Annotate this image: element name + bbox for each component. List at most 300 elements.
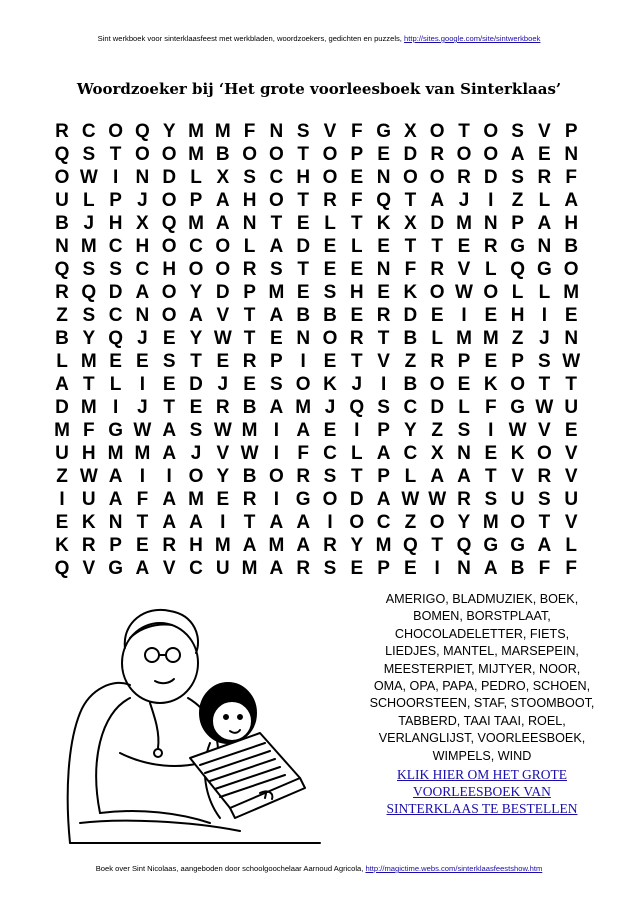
grid-letter: H bbox=[296, 167, 311, 188]
grid-letter: O bbox=[456, 144, 472, 165]
grid-letter: Q bbox=[456, 535, 472, 556]
grid-letter: N bbox=[376, 259, 391, 280]
grid-letter: D bbox=[349, 489, 364, 510]
grid-letter: R bbox=[457, 489, 471, 510]
grid-letter: T bbox=[243, 328, 256, 349]
grid-letter: A bbox=[537, 213, 552, 234]
grid-letter: I bbox=[112, 167, 119, 188]
grid-letter: T bbox=[404, 190, 417, 211]
grid-letter: J bbox=[83, 213, 95, 234]
grid-letter: U bbox=[55, 443, 69, 464]
grid-letter: S bbox=[162, 351, 176, 372]
grid-letter: R bbox=[483, 236, 498, 257]
grid-letter: O bbox=[215, 259, 231, 280]
grid-letter: T bbox=[82, 374, 95, 395]
grid-letter: A bbox=[215, 213, 230, 234]
grid-letter: L bbox=[484, 259, 497, 280]
grid-letter: T bbox=[565, 374, 577, 395]
grid-letter: T bbox=[377, 328, 390, 349]
word-search-grid bbox=[50, 120, 586, 580]
grid-letter: R bbox=[430, 351, 445, 372]
grid-letter: H bbox=[108, 213, 123, 234]
grid-letter: S bbox=[270, 259, 283, 280]
grid-letter: O bbox=[429, 374, 445, 395]
grid-letter: M bbox=[268, 535, 285, 556]
grid-letter: D bbox=[430, 397, 445, 418]
grid-letter: M bbox=[80, 397, 97, 418]
grid-letter: O bbox=[161, 144, 177, 165]
grid-letter: C bbox=[403, 397, 418, 418]
grid-letter: H bbox=[81, 443, 96, 464]
grid-letter: E bbox=[564, 420, 578, 441]
grid-letter: Q bbox=[376, 190, 391, 211]
grid-letter: T bbox=[297, 190, 309, 211]
grid-letter: S bbox=[296, 121, 310, 142]
grid-letter: F bbox=[136, 489, 149, 510]
grid-letter: P bbox=[189, 190, 203, 211]
grid-letter: E bbox=[323, 259, 337, 280]
grid-letter: L bbox=[56, 351, 68, 372]
grid-letter: C bbox=[108, 305, 123, 326]
grid-letter: E bbox=[162, 328, 176, 349]
grid-letter: W bbox=[79, 466, 98, 487]
grid-letter: R bbox=[55, 282, 69, 303]
grid-letter: M bbox=[80, 351, 97, 372]
grid-letter: J bbox=[137, 328, 148, 349]
footer-text: Boek over Sint Nicolaas, aangeboden door schoolgoochelaar Aarnoud Agricola, bbox=[95, 864, 366, 873]
order-book-link[interactable]: KLIK HIER OM HET GROTE VOORLEESBOEK VAN SINTERKLAAS TE BESTELLEN bbox=[386, 767, 578, 816]
grid-letter: P bbox=[564, 121, 578, 142]
grid-letter: L bbox=[511, 282, 524, 303]
grid-letter: I bbox=[488, 190, 494, 211]
grid-letter: G bbox=[510, 236, 525, 257]
grid-letter: G bbox=[537, 259, 552, 280]
grid-letter: C bbox=[108, 236, 123, 257]
grid-letter: R bbox=[215, 397, 230, 418]
grid-letter: E bbox=[404, 558, 417, 579]
grid-letter: I bbox=[166, 466, 172, 487]
grid-letter: K bbox=[81, 512, 96, 533]
grid-letter: A bbox=[189, 512, 203, 533]
grid-letter: T bbox=[163, 397, 175, 418]
grid-letter: C bbox=[189, 558, 203, 579]
grid-letter: M bbox=[241, 420, 258, 441]
grid-letter: R bbox=[242, 351, 257, 372]
grid-letter: P bbox=[109, 535, 122, 556]
grid-letter: T bbox=[350, 466, 363, 487]
grid-letter: O bbox=[537, 443, 552, 464]
grid-letter: Q bbox=[403, 535, 418, 556]
grid-letter: Y bbox=[457, 512, 471, 533]
grid-letter: O bbox=[429, 121, 445, 142]
grid-letter: W bbox=[428, 489, 447, 510]
grid-letter: L bbox=[431, 328, 443, 349]
grid-letter: O bbox=[269, 190, 284, 211]
grid-letter: O bbox=[161, 282, 177, 303]
grid-letter: E bbox=[430, 305, 444, 326]
grid-letter: T bbox=[297, 259, 309, 280]
grid-letter: B bbox=[564, 236, 579, 257]
grid-letter: E bbox=[350, 305, 364, 326]
grid-letter: O bbox=[269, 144, 284, 165]
grid-letter: R bbox=[242, 259, 257, 280]
grid-letter: W bbox=[508, 420, 527, 441]
grid-letter: S bbox=[538, 351, 551, 372]
grid-letter: N bbox=[135, 305, 150, 326]
grid-letter: L bbox=[538, 190, 551, 211]
grid-letter: V bbox=[216, 305, 230, 326]
grid-letter: T bbox=[350, 351, 363, 372]
grid-letter: T bbox=[270, 213, 283, 234]
grid-letter: T bbox=[404, 236, 417, 257]
grid-letter: S bbox=[270, 374, 283, 395]
grid-letter: L bbox=[458, 397, 470, 418]
grid-letter: F bbox=[538, 558, 551, 579]
grid-letter: O bbox=[429, 282, 445, 303]
grid-letter: H bbox=[135, 236, 150, 257]
grid-letter: T bbox=[136, 512, 149, 533]
grid-letter: K bbox=[323, 374, 337, 395]
grid-letter: R bbox=[430, 144, 445, 165]
grid-letter: E bbox=[484, 305, 498, 326]
grid-letter: A bbox=[269, 558, 284, 579]
grid-letter: M bbox=[214, 121, 231, 142]
grid-letter: D bbox=[403, 305, 418, 326]
grid-letter: L bbox=[404, 466, 417, 487]
grid-letter: X bbox=[404, 121, 417, 142]
grid-letter: R bbox=[296, 558, 311, 579]
grid-letter: A bbox=[55, 374, 69, 395]
grid-letter: T bbox=[458, 121, 470, 142]
grid-letter: O bbox=[322, 167, 338, 188]
grid-letter: P bbox=[511, 351, 524, 372]
grid-letter: I bbox=[434, 558, 440, 579]
grid-letter: K bbox=[403, 282, 418, 303]
grid-letter: Z bbox=[511, 190, 524, 211]
grid-letter: I bbox=[327, 512, 333, 533]
grid-letter: O bbox=[161, 190, 177, 211]
grid-letter: W bbox=[213, 328, 232, 349]
grid-letter: H bbox=[564, 213, 579, 234]
grid-letter: I bbox=[220, 512, 226, 533]
grid-letter: M bbox=[268, 282, 285, 303]
grid-letter: C bbox=[135, 259, 150, 280]
grid-letter: R bbox=[537, 466, 552, 487]
grid-letter: O bbox=[349, 512, 365, 533]
grid-letter: G bbox=[295, 489, 311, 510]
grid-letter: F bbox=[484, 397, 497, 418]
grid-letter: W bbox=[562, 351, 581, 372]
grid-letter: V bbox=[323, 121, 337, 142]
grid-letter: R bbox=[296, 466, 311, 487]
grid-letter: G bbox=[510, 535, 525, 556]
grid-letter: M bbox=[295, 397, 312, 418]
grid-letter: I bbox=[380, 374, 387, 395]
grid-letter: P bbox=[457, 351, 471, 372]
grid-letter: I bbox=[59, 489, 65, 510]
grid-letter: E bbox=[55, 512, 69, 533]
grid-letter: F bbox=[297, 443, 309, 464]
grid-letter: U bbox=[564, 397, 579, 418]
grid-letter: I bbox=[273, 443, 280, 464]
grid-letter: C bbox=[323, 443, 337, 464]
grid-letter: J bbox=[137, 397, 148, 418]
grid-letter: B bbox=[403, 374, 418, 395]
grid-letter: A bbox=[162, 489, 177, 510]
grid-letter: R bbox=[323, 535, 337, 556]
grid-letter: I bbox=[541, 305, 548, 326]
grid-letter: V bbox=[377, 351, 390, 372]
grid-letter: R bbox=[55, 121, 69, 142]
grid-letter: A bbox=[269, 236, 284, 257]
grid-letter: M bbox=[456, 213, 472, 234]
grid-letter: M bbox=[456, 328, 472, 349]
grid-letter: W bbox=[535, 397, 554, 418]
grid-letter: E bbox=[350, 558, 364, 579]
grid-letter: T bbox=[431, 535, 443, 556]
grid-letter: J bbox=[458, 190, 470, 211]
grid-letter: P bbox=[270, 351, 283, 372]
grid-letter: D bbox=[296, 236, 311, 257]
grid-letter: S bbox=[484, 489, 498, 510]
grid-letter: L bbox=[350, 236, 363, 257]
grid-letter: K bbox=[376, 213, 391, 234]
grid-letter: T bbox=[538, 374, 551, 395]
grid-letter: N bbox=[564, 144, 579, 165]
grid-letter: K bbox=[483, 374, 498, 395]
grid-letter: S bbox=[189, 420, 203, 441]
grid-letter: U bbox=[55, 190, 69, 211]
grid-letter: A bbox=[108, 489, 123, 510]
grid-letter: Y bbox=[162, 121, 176, 142]
grid-letter: R bbox=[162, 535, 177, 556]
grid-letter: A bbox=[242, 535, 257, 556]
grid-letter: B bbox=[55, 213, 69, 234]
grid-letter: P bbox=[377, 420, 390, 441]
grid-letter: A bbox=[162, 420, 177, 441]
grid-letter: T bbox=[484, 466, 497, 487]
grid-letter: I bbox=[488, 420, 494, 441]
grid-letter: Z bbox=[56, 466, 68, 487]
grid-letter: D bbox=[403, 144, 418, 165]
grid-letter: R bbox=[81, 535, 96, 556]
grid-letter: N bbox=[457, 443, 471, 464]
grid-letter: Q bbox=[510, 259, 525, 280]
grid-letter: O bbox=[483, 121, 499, 142]
grid-letter: C bbox=[403, 443, 418, 464]
grid-letter: R bbox=[242, 489, 257, 510]
grid-letter: S bbox=[511, 167, 524, 188]
grid-letter: M bbox=[54, 420, 70, 441]
grid-letter: T bbox=[431, 236, 443, 257]
grid-letter: A bbox=[296, 512, 311, 533]
grid-letter: V bbox=[564, 512, 578, 533]
grid-letter: U bbox=[564, 489, 579, 510]
grid-letter: I bbox=[273, 489, 280, 510]
grid-letter: E bbox=[243, 374, 256, 395]
grid-letter: C bbox=[189, 236, 203, 257]
grid-letter: E bbox=[323, 420, 337, 441]
grid-letter: G bbox=[483, 535, 499, 556]
grid-letter: S bbox=[82, 259, 96, 280]
grid-letter: Y bbox=[404, 420, 417, 441]
grid-letter: A bbox=[135, 558, 150, 579]
grid-letter: A bbox=[162, 512, 177, 533]
grid-letter: D bbox=[162, 167, 177, 188]
grid-letter: Z bbox=[404, 512, 417, 533]
grid-letter: J bbox=[324, 397, 336, 418]
footer-line bbox=[0, 864, 638, 873]
grid-letter: H bbox=[162, 259, 177, 280]
grid-letter: D bbox=[108, 282, 123, 303]
grid-letter: B bbox=[242, 397, 257, 418]
grid-letter: A bbox=[483, 558, 498, 579]
grid-letter: M bbox=[188, 144, 204, 165]
grid-letter: X bbox=[136, 213, 149, 234]
grid-letter: E bbox=[484, 351, 498, 372]
grid-letter: B bbox=[55, 328, 69, 349]
grid-letter: A bbox=[135, 282, 150, 303]
grid-letter: D bbox=[430, 213, 445, 234]
grid-letter: R bbox=[349, 328, 364, 349]
grid-letter: Z bbox=[56, 305, 68, 326]
grid-letter: F bbox=[404, 259, 417, 280]
grid-letter: Y bbox=[189, 328, 203, 349]
grid-letter: K bbox=[510, 443, 525, 464]
grid-letter: O bbox=[403, 167, 418, 188]
grid-letter: O bbox=[322, 144, 338, 165]
grid-letter: Y bbox=[350, 535, 364, 556]
grid-letter: Z bbox=[431, 420, 443, 441]
grid-letter: O bbox=[322, 328, 338, 349]
grid-letter: E bbox=[457, 236, 471, 257]
grid-letter: N bbox=[242, 213, 257, 234]
grid-letter: W bbox=[133, 420, 152, 441]
grid-letter: M bbox=[107, 443, 124, 464]
grid-letter: A bbox=[537, 535, 552, 556]
grid-letter: E bbox=[350, 167, 364, 188]
grid-letter: O bbox=[108, 121, 123, 142]
grid-letter: P bbox=[243, 282, 256, 303]
grid-letter: S bbox=[377, 397, 390, 418]
grid-letter: F bbox=[565, 558, 577, 579]
grid-letter: J bbox=[190, 443, 202, 464]
grid-letter: R bbox=[537, 167, 552, 188]
grid-letter: O bbox=[483, 282, 499, 303]
grid-letter: H bbox=[349, 282, 364, 303]
grid-letter: G bbox=[510, 397, 525, 418]
grid-letter: S bbox=[109, 259, 122, 280]
grid-letter: F bbox=[350, 190, 363, 211]
grid-letter: D bbox=[483, 167, 498, 188]
grid-letter: D bbox=[215, 282, 230, 303]
grid-letter: O bbox=[54, 167, 70, 188]
grid-letter: O bbox=[322, 489, 338, 510]
grid-letter: I bbox=[461, 305, 467, 326]
grid-letter: O bbox=[510, 374, 525, 395]
grid-letter: R bbox=[323, 190, 337, 211]
grid-letter: F bbox=[350, 121, 363, 142]
grid-letter: J bbox=[351, 374, 363, 395]
grid-letter: E bbox=[216, 351, 230, 372]
grid-letter: M bbox=[188, 121, 204, 142]
grid-letter: Y bbox=[82, 328, 96, 349]
grid-letter: E bbox=[136, 351, 149, 372]
footer-link[interactable]: http://magictime.webs.com/sinterklaasfeestshow.htm bbox=[365, 864, 543, 873]
grid-letter: I bbox=[112, 397, 119, 418]
grid-letter: E bbox=[296, 282, 310, 303]
grid-letter: T bbox=[538, 512, 551, 533]
grid-letter: L bbox=[190, 167, 202, 188]
grid-letter: A bbox=[376, 489, 391, 510]
grid-letter: O bbox=[563, 259, 579, 280]
grid-letter: B bbox=[510, 558, 525, 579]
grid-letter: O bbox=[188, 259, 204, 280]
grid-letter: P bbox=[350, 144, 364, 165]
grid-letter: V bbox=[564, 443, 578, 464]
grid-letter: P bbox=[109, 190, 122, 211]
page-title: Woordzoeker bij ‘Het grote voorleesboek van Sinterklaas’ bbox=[76, 80, 562, 98]
header-link[interactable]: http://sites.google.com/site/sintwerkboek bbox=[404, 34, 541, 43]
grid-letter: E bbox=[296, 213, 310, 234]
grid-letter: L bbox=[109, 374, 122, 395]
grid-letter: E bbox=[162, 374, 176, 395]
grid-letter: A bbox=[510, 144, 525, 165]
grid-letter: N bbox=[376, 167, 391, 188]
grid-letter: A bbox=[430, 466, 445, 487]
grid-letter: T bbox=[109, 144, 122, 165]
grid-letter: E bbox=[484, 443, 498, 464]
grid-letter: N bbox=[457, 558, 471, 579]
grid-letter: E bbox=[564, 305, 578, 326]
grid-letter: Q bbox=[54, 558, 70, 579]
grid-letter: Y bbox=[189, 282, 203, 303]
grid-letter: S bbox=[323, 466, 337, 487]
grid-letter: K bbox=[55, 535, 69, 556]
grid-letter: L bbox=[538, 282, 551, 303]
grid-letter: D bbox=[189, 374, 203, 395]
grid-letter: O bbox=[295, 374, 311, 395]
grid-letter: Z bbox=[511, 328, 524, 349]
grid-letter: O bbox=[215, 236, 231, 257]
grid-letter: X bbox=[430, 443, 444, 464]
grid-letter: G bbox=[376, 121, 391, 142]
grid-letter: J bbox=[137, 190, 148, 211]
grid-letter: Y bbox=[216, 466, 230, 487]
grid-letter: Q bbox=[161, 213, 177, 234]
grid-letter: N bbox=[269, 121, 284, 142]
grid-letter: V bbox=[216, 443, 230, 464]
grid-letter: B bbox=[215, 144, 230, 165]
grid-letter: E bbox=[377, 282, 390, 303]
grid-letter: G bbox=[108, 558, 123, 579]
grid-letter: L bbox=[82, 190, 95, 211]
grid-letter: W bbox=[213, 420, 232, 441]
grid-letter: M bbox=[241, 558, 258, 579]
grid-letter: W bbox=[240, 443, 259, 464]
grid-letter: V bbox=[511, 466, 524, 487]
grid-letter: M bbox=[375, 535, 392, 556]
grid-letter: H bbox=[242, 190, 257, 211]
grid-letter: I bbox=[354, 420, 360, 441]
grid-letter: Q bbox=[54, 144, 70, 165]
grid-letter: V bbox=[538, 121, 551, 142]
header-line bbox=[0, 34, 638, 43]
grid-letter: P bbox=[511, 213, 524, 234]
grid-letter: E bbox=[377, 236, 390, 257]
word-list: AMERIGO, BLADMUZIEK, BOEK, BOMEN, BORSTPLAAT, CHOCOLADELETTER, FIETS, LIEDJES, MANTEL, MARSEPEIN, MEESTERPIET, MIJTYER, NOOR, OMA, OPA, PAPA, PEDRO, SCHOEN, SCHOORSTEEN, STAF, STOOMBOOT, TABBERD, TAAI TAAI, ROEL, VERLANGLIJST, VOORLEESBOEK, WIMPELS, WIND bbox=[369, 592, 595, 763]
grid-letter: S bbox=[243, 167, 256, 188]
